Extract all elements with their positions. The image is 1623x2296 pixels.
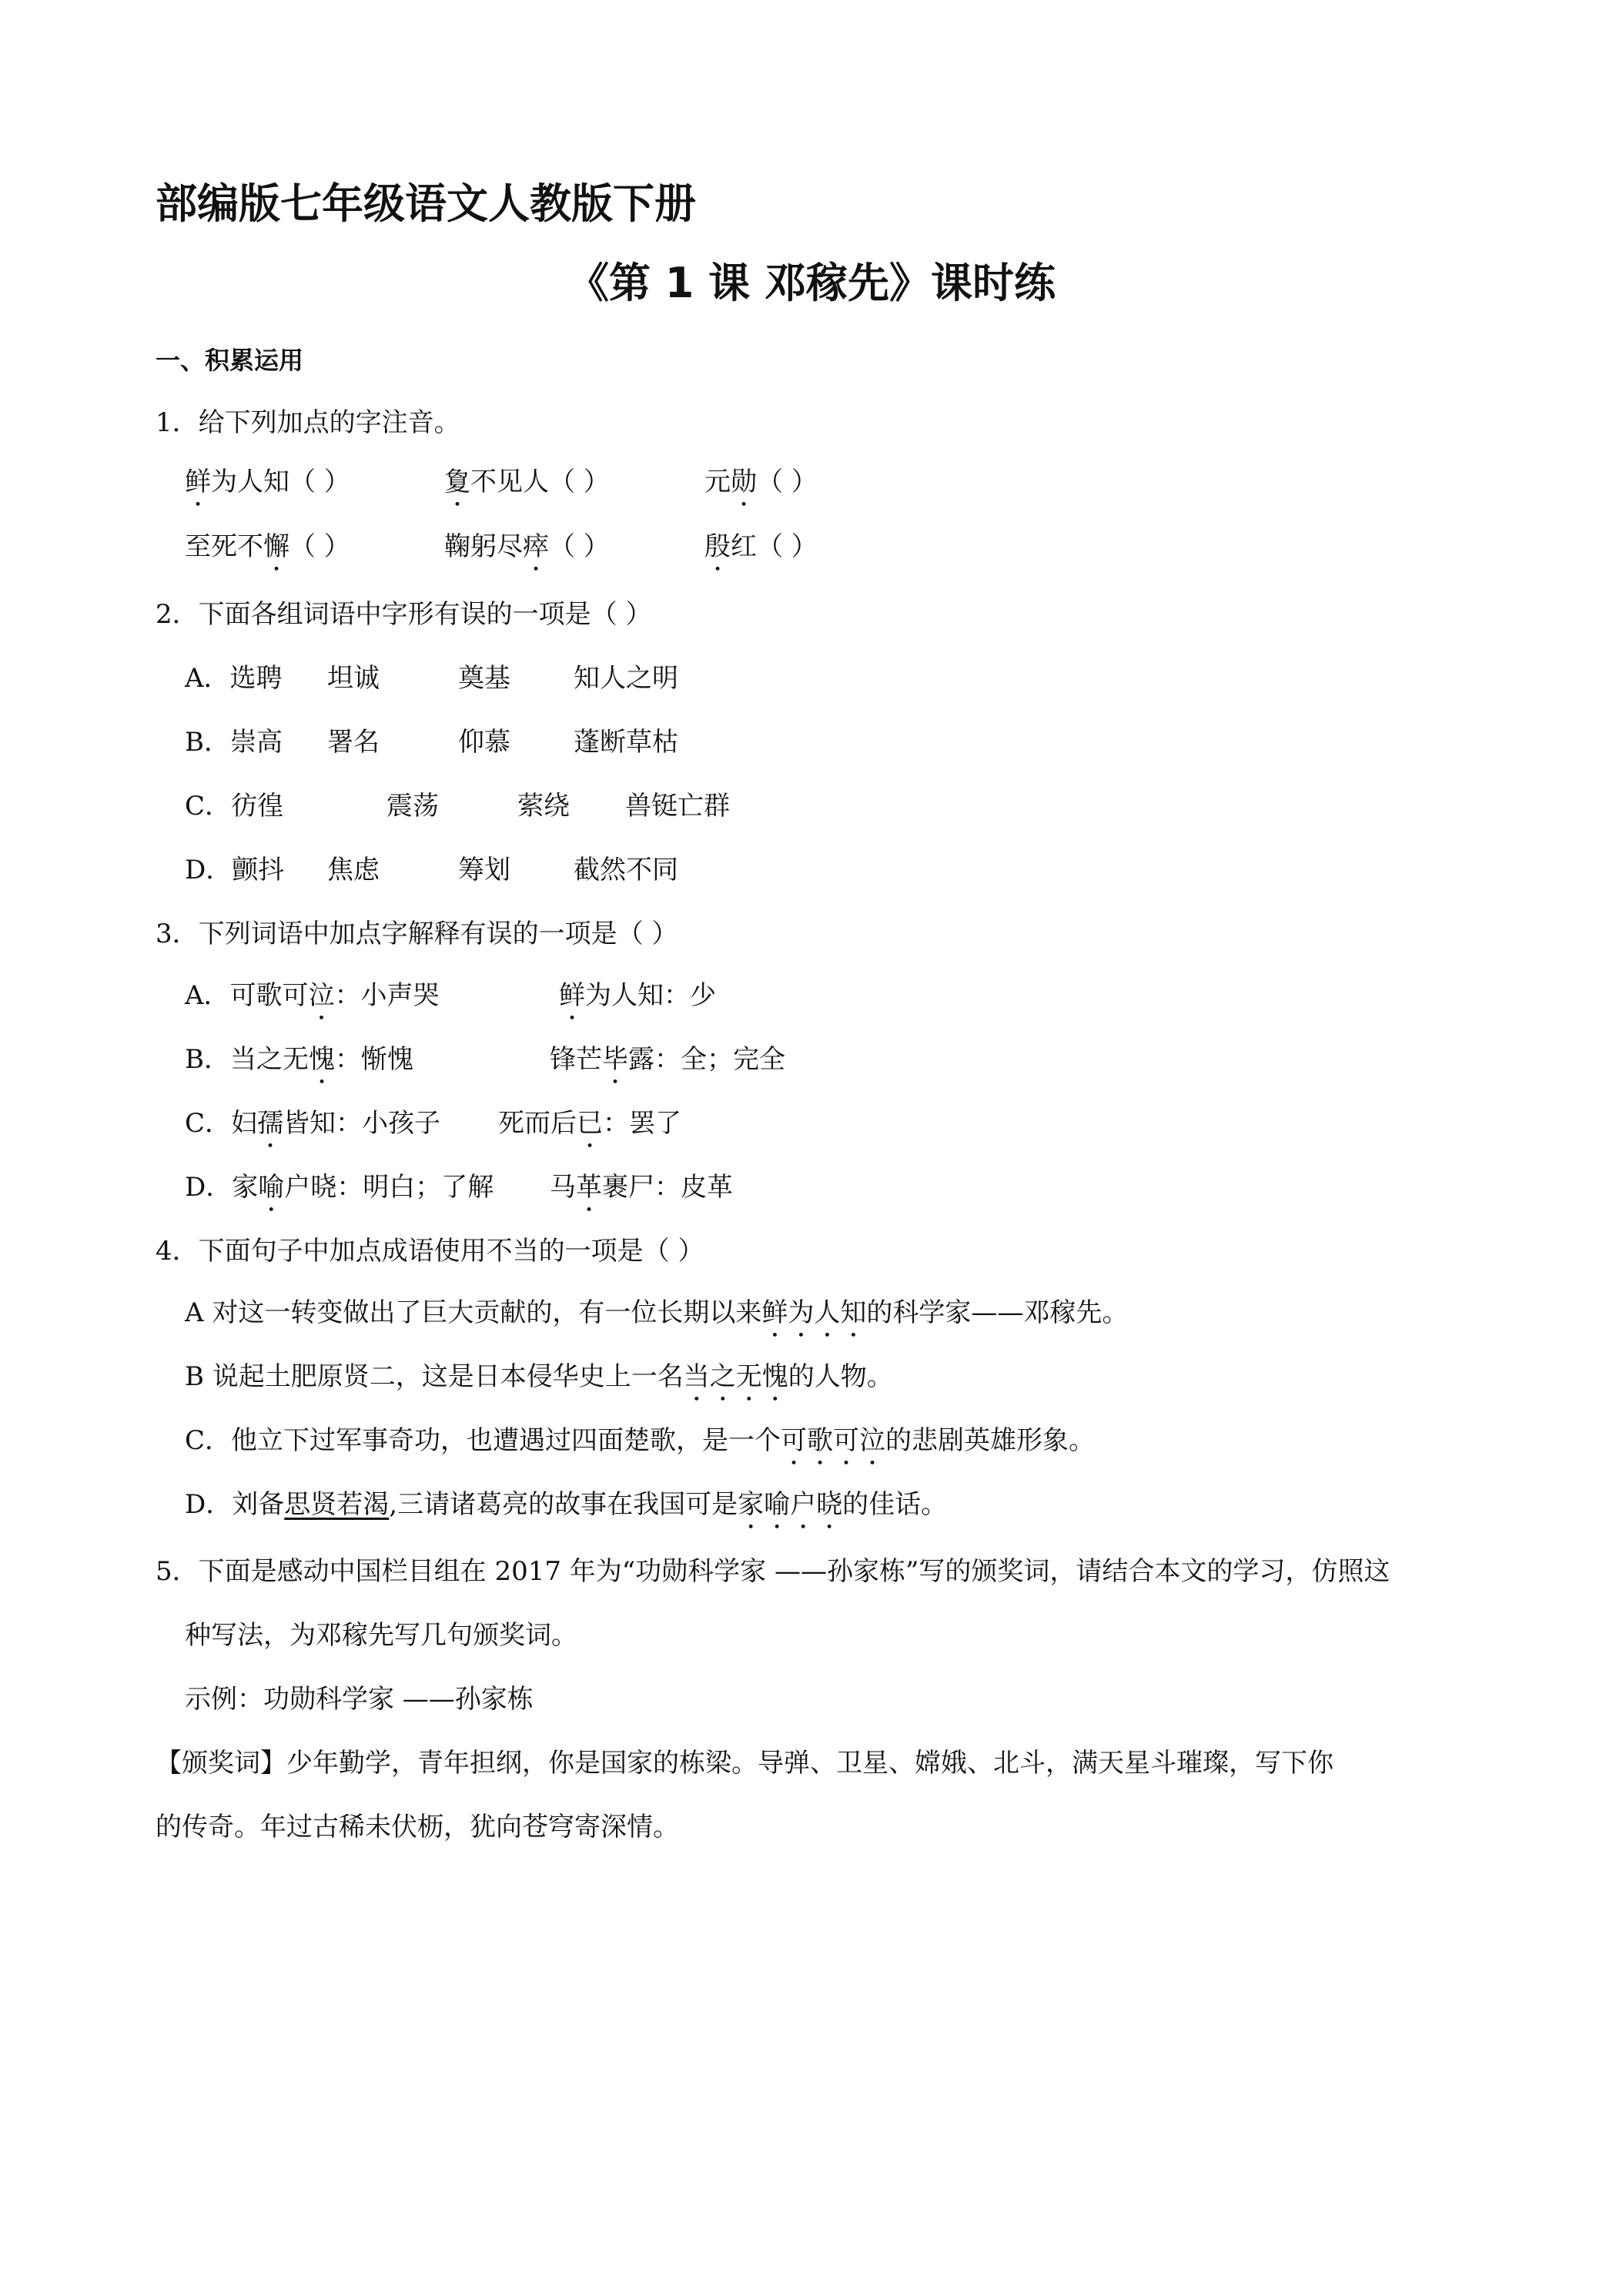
question-3-option-c: C．妇孺皆知：小孩子 死而后已：罢了: [185, 1108, 681, 1139]
question-2-option-c: C．彷徨 震荡 萦绕 兽铤亡群: [185, 791, 730, 822]
question-5-line-1: 5．下面是感动中国栏目组在 2017 年为“功勋科学家 ——孙家栋”写的颁奖词，请结合本文的学习，仿照这: [156, 1556, 1390, 1587]
question-3-option-a: A．可歌可泣：小声哭 鲜为人知：少: [185, 980, 716, 1011]
question-1-row-2: [185, 530, 818, 577]
phonetic-item: 至死不懈（ ）: [185, 531, 350, 562]
question-4-option-b: B 说起土肥原贤二，这是日本侵华史上一名当之无愧的人物。: [185, 1361, 893, 1392]
award-speech-line-1: 【颁奖词】少年勤学，青年担纲，你是国家的栋梁。导弹、卫星、嫦娥、北斗，满天星斗璀璨，写下你: [156, 1748, 1334, 1779]
phonetic-item: 夐不见人（ ）: [444, 467, 610, 497]
page-title: 部编版七年级语文人教版下册: [156, 179, 696, 228]
question-1-stem: 1．给下列加点的字注音。: [156, 407, 460, 438]
question-4-option-a: A 对这一转变做出了巨大贡献的，有一位长期以来鲜为人知的科学家——邓稼先。: [185, 1297, 1129, 1328]
award-speech-line-2: 的传奇。年过古稀未伏枥，犹向苍穹寄深情。: [156, 1812, 679, 1842]
question-3-option-d: D．家喻户晓：明白；了解 马革裹尸：皮革: [185, 1172, 733, 1203]
phonetic-item: 元勋（ ）: [704, 467, 818, 497]
question-4-stem: 4．下面句子中加点成语使用不当的一项是（ ）: [156, 1236, 704, 1267]
lesson-title: 《第 1 课 邓稼先》课时练: [567, 259, 1056, 307]
question-5-example: 示例：功勋科学家 ——孙家栋: [185, 1684, 534, 1715]
question-4-option-d: D．刘备思贤若渴,三请诸葛亮的故事在我国可是家喻户晓的佳话。: [185, 1489, 948, 1520]
question-2-stem: 2．下面各组词语中字形有误的一项是（ ）: [156, 599, 652, 630]
section-heading: 一、积累运用: [156, 346, 304, 375]
question-2-option-d: D．颤抖 焦虑 筹划 截然不同: [185, 855, 678, 885]
question-3-stem: 3．下列词语中加点字解释有误的一项是（ ）: [156, 919, 678, 949]
question-1-row-1: [185, 465, 818, 513]
phonetic-item: 鞠躬尽瘁（ ）: [444, 531, 610, 562]
question-3-option-b: B．当之无愧：惭愧 锋芒毕露：全；完全: [185, 1044, 785, 1075]
question-4-option-c: C．他立下过军事奇功，也遭遇过四面楚歌，是一个可歌可泣的悲剧英雄形象。: [185, 1425, 1096, 1456]
question-5-line-2: 种写法，为邓稼先写几句颁奖词。: [185, 1620, 577, 1651]
phonetic-item: 殷红（ ）: [704, 531, 818, 562]
question-2-option-b: B．崇高 署名 仰慕 蓬断草枯: [185, 727, 678, 758]
phonetic-item: 鲜为人知（ ）: [185, 467, 350, 497]
question-2-option-a: A．选聘 坦诚 奠基 知人之明: [185, 663, 678, 694]
